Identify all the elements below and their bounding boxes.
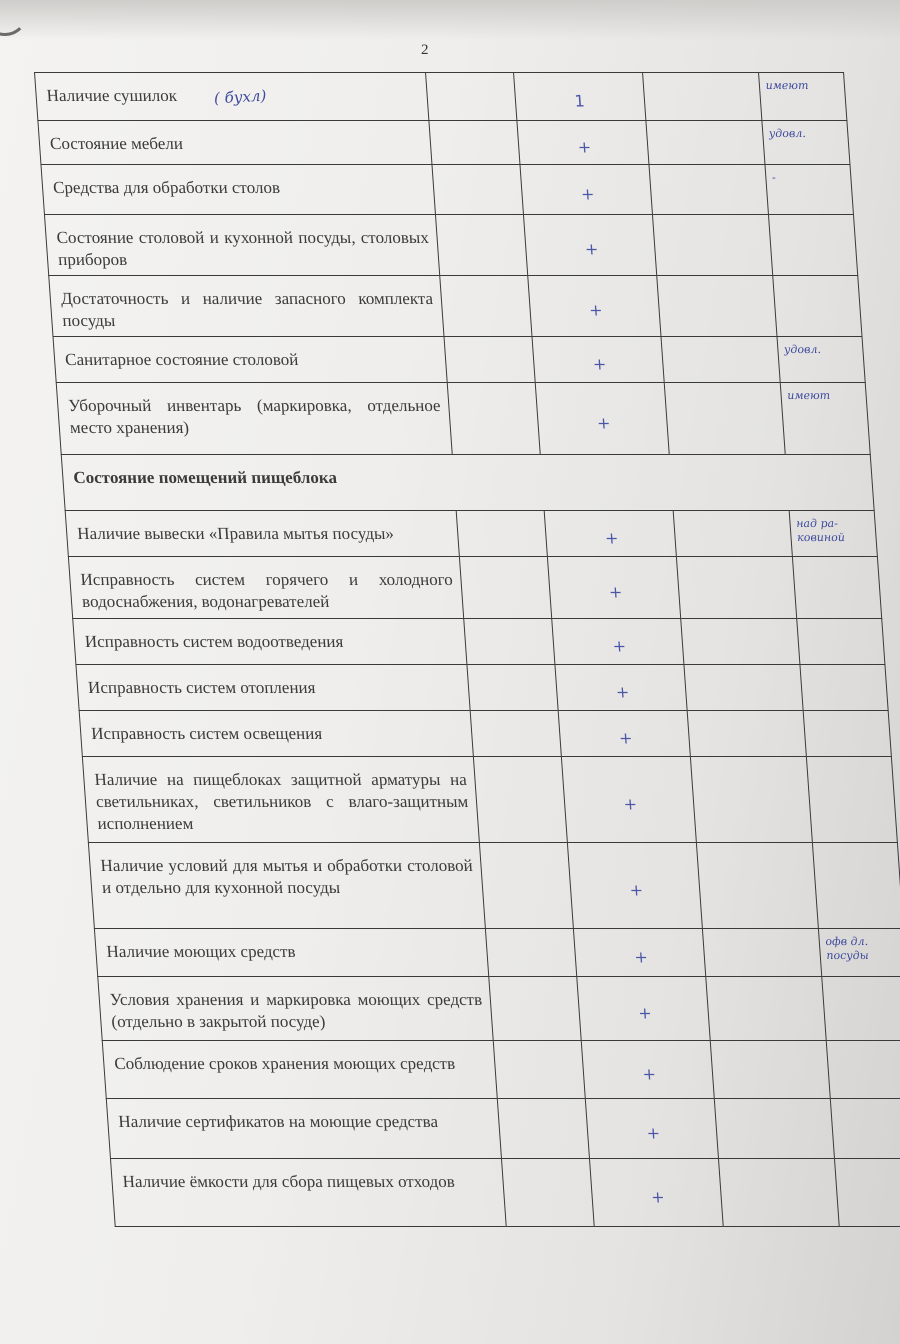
empty-cell [464,619,556,665]
empty-cell [696,843,818,929]
empty-cell [489,977,582,1041]
empty-cell [676,557,796,619]
mark-cell [545,511,676,557]
handwritten-note: ( бухл) [213,86,267,108]
empty-cell [702,929,821,977]
empty-cell [502,1159,595,1227]
note-cell [789,511,878,557]
section-header-row [61,455,874,511]
empty-cell [652,215,772,276]
table-row [110,1159,900,1227]
note-cell [758,73,847,121]
empty-cell [718,1159,839,1227]
note-cell [803,711,892,757]
criterion-label: Наличие моющих средств [94,929,488,977]
mark-cell [514,73,645,121]
check-mark: + [615,681,630,701]
table-row [82,757,897,843]
check-mark: + [608,581,623,601]
criterion-label: Наличие сертификатов на моющие средства [106,1099,501,1159]
empty-cell [680,619,799,665]
mark-cell [552,619,683,665]
empty-cell [440,276,533,337]
note-cell [821,977,900,1041]
note-cell [826,1041,900,1099]
check-mark: + [650,1186,666,1206]
criterion-label: Исправность систем горячего и холодного водоснабжения, водонагревателей [68,557,463,619]
handwritten-remark: удовл. [768,127,807,140]
table-row [65,511,877,557]
empty-cell [436,215,529,276]
section-title: Состояние помещений пищеблока [61,455,874,511]
mark-cell [532,337,663,383]
mark-cell [520,165,652,215]
check-mark: + [633,946,649,966]
check-mark: + [641,1063,657,1083]
check-mark: + [588,300,604,320]
empty-cell [690,757,812,843]
table-row [98,977,900,1041]
note-cell [762,121,850,165]
check-mark: + [628,879,644,899]
check-mark: + [577,136,592,156]
table-row [56,383,870,455]
mark-cell [536,383,669,455]
note-cell [772,276,862,337]
handwritten-remark: офв дл. посуды [824,935,870,962]
inspection-checklist-table [34,72,900,1227]
empty-cell [660,337,779,383]
criterion-label: Уборочный инвентарь (маркировка, отдельное место хранения) [56,383,452,455]
empty-cell [683,665,802,711]
check-mark: + [645,1122,661,1142]
criterion-label: Достаточность и наличие запасного комплекта посуды [49,276,444,337]
empty-cell [673,511,792,557]
table-row [94,929,900,977]
note-cell [768,215,858,276]
check-mark: + [604,527,620,547]
empty-cell [444,337,536,383]
empty-cell [474,757,568,843]
check-mark: + [637,1002,653,1022]
criterion-label: Исправность систем водоотведения [73,619,467,665]
table-row [41,165,853,215]
table-row [38,121,850,165]
table-row [88,843,900,929]
table-row [68,557,881,619]
note-cell [812,843,900,929]
mark-cell [590,1159,723,1227]
empty-cell [467,665,559,711]
table-row [49,276,862,337]
note-cell [765,165,854,215]
table-row [73,619,885,665]
check-mark: + [618,727,634,747]
mark-cell [555,665,686,711]
empty-cell [480,843,574,929]
note-cell [818,929,900,977]
handwritten-remark: над ра-ковиной [795,517,846,544]
table-row [106,1099,900,1159]
mark-cell [568,843,702,929]
criterion-label: Исправность систем отопления [76,665,470,711]
page-number: 2 [421,42,429,58]
criterion-label: Условия хранения и маркировка моющих средств (отдельно в закрытой посуде) [98,977,494,1041]
note-cell [777,337,866,383]
note-cell [806,757,897,843]
criterion-label: Наличие вывески «Правила мытья посуды» [65,511,459,557]
check-mark: + [611,635,627,655]
mark-cell [524,215,656,276]
empty-cell [470,711,562,757]
empty-cell [645,121,764,165]
check-mark: + [596,412,612,432]
criterion-label: Наличие ёмкости для сбора пищевых отходов [110,1159,506,1227]
check-mark: + [592,353,607,373]
empty-cell [656,276,776,337]
empty-cell [426,73,518,121]
table-row [53,337,865,383]
empty-cell [486,929,578,977]
check-mark: + [580,183,596,203]
handwritten-remark: имеют [765,79,809,92]
mark-cell [562,757,696,843]
handwritten-remark: имеют [786,389,831,402]
criterion-label: Состояние мебели [38,121,432,165]
empty-cell [714,1099,834,1159]
mark-cell [574,929,705,977]
table-row [79,711,891,757]
note-cell [800,665,889,711]
criterion-label: Средства для обработки столов [41,165,436,215]
criterion-label: Состояние столовой и кухонной посуды, столовых приборов [44,215,439,276]
criterion-label: Наличие на пищеблоках защитной арматуры на светильниках, светильников с влаго-защитным исполнением [82,757,479,843]
empty-cell [460,557,553,619]
empty-cell [687,711,806,757]
mark-cell [548,557,680,619]
empty-cell [497,1099,590,1159]
criterion-label: Санитарное состояние столовой [53,337,447,383]
table-row [76,665,888,711]
note-cell [792,557,882,619]
table-row [102,1041,900,1099]
mark-cell [528,276,660,337]
criterion-label: Исправность систем освещения [79,711,473,757]
empty-cell [705,977,826,1041]
mark-cell [586,1099,718,1159]
note-cell [796,619,885,665]
mark-cell [559,711,690,757]
table-row [44,215,857,276]
handwritten-remark: - [771,171,777,184]
note-cell [834,1159,900,1227]
empty-cell [664,383,785,455]
check-mark: + [584,239,599,259]
criterion-label: Наличие условий для мытья и обработки столовой и отдельно для кухонной посуды [88,843,485,929]
mark-cell [517,121,648,165]
note-cell [780,383,870,455]
empty-cell [493,1041,585,1099]
criterion-label: Соблюдение сроков хранения моющих средств [102,1041,497,1099]
page-shadow [0,0,900,40]
table-row [35,73,847,121]
empty-cell [642,73,761,121]
empty-cell [429,121,520,165]
empty-cell [710,1041,830,1099]
criterion-label: Наличие сушилок [35,73,429,121]
empty-cell [648,165,768,215]
empty-cell [447,383,540,455]
check-mark: + [622,793,638,813]
mark-cell [577,977,710,1041]
handwritten-remark: удовл. [783,343,822,356]
empty-cell [432,165,524,215]
note-cell [830,1099,900,1159]
empty-cell [456,511,548,557]
mark-cell [582,1041,714,1099]
check-mark: 1 [573,90,586,110]
